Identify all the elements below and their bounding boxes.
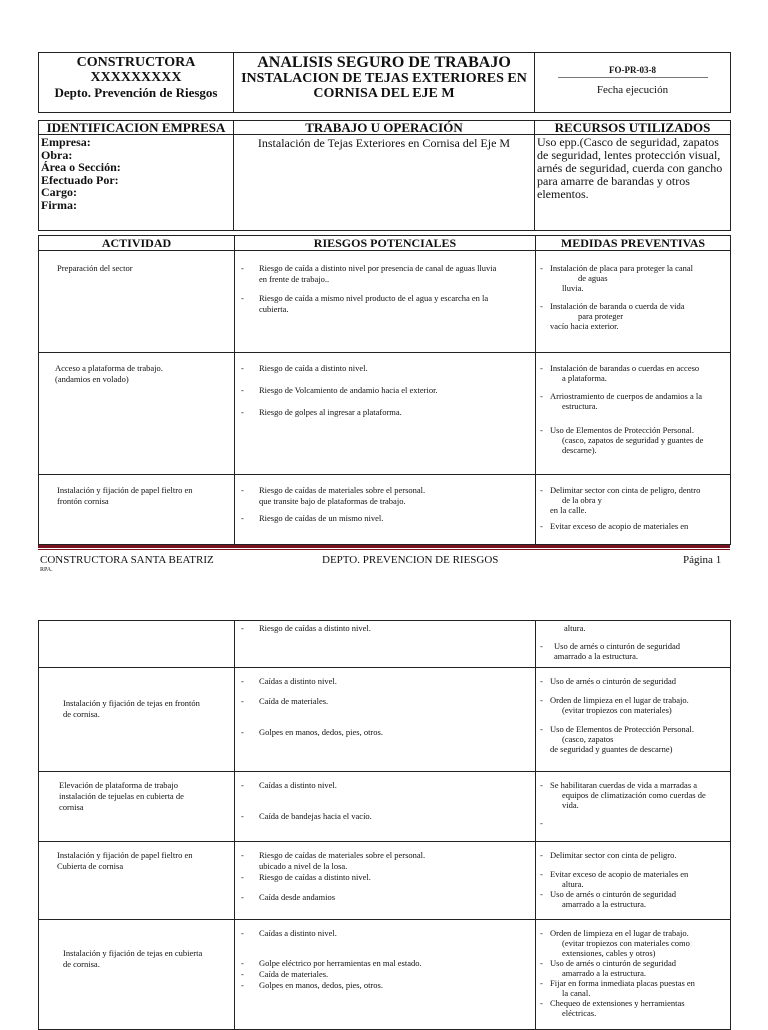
measure-text: Uso de arnés o cinturón de seguridad <box>554 641 681 651</box>
measure-text: para proteger <box>578 311 624 321</box>
risk-item <box>239 928 531 939</box>
risk-item <box>239 385 531 396</box>
risk-item <box>239 485 531 507</box>
recursos-line: elementos. <box>537 187 589 201</box>
measure-text: Uso de arnés o cinturón de seguridad <box>550 958 677 968</box>
company-cell <box>39 53 234 113</box>
footer-rule-thin <box>38 549 730 550</box>
field-area: Área o Sección: <box>41 160 121 174</box>
document-subtitle-line2: CORNISA DEL EJE M <box>313 86 455 101</box>
measure-text: Delimitar sector con cinta de peligro. <box>550 850 677 860</box>
measure-text: amarrado a la estructura. <box>562 899 647 909</box>
company-name: CONSTRUCTORA <box>76 55 196 70</box>
footer-small-text: RPA. <box>40 567 53 573</box>
activity-cell <box>39 668 235 772</box>
risk-text: que transite bajo de plataformas de trabajo. <box>259 496 406 506</box>
risk-item <box>239 676 531 687</box>
measure-text: Evitar exceso de acopio de materiales en <box>550 869 689 879</box>
activity-text: Preparación del sector <box>57 263 133 273</box>
recursos-line: Uso epp.(Casco de seguridad, zapatos <box>537 135 719 149</box>
measure-text: Uso de arnés o cinturón de seguridad <box>550 889 677 899</box>
measure-item <box>540 978 726 998</box>
measure-item <box>540 958 726 978</box>
risks-cell <box>235 920 536 1030</box>
risks-cell <box>235 475 536 545</box>
activity-cell <box>39 920 235 1030</box>
risk-text: Caída de materiales. <box>259 696 329 706</box>
measure-text: a plataforma. <box>562 373 607 383</box>
activity-text: Instalación y fijación de tejas en frontón <box>63 698 200 708</box>
table-row <box>39 353 731 475</box>
measure-item <box>540 521 726 531</box>
riesgos-heading: RIESGOS POTENCIALES <box>235 236 536 251</box>
footer-rule <box>38 545 730 548</box>
risk-text: Caídas a distinto nivel. <box>259 676 337 686</box>
recursos-line: de seguridad, lentes protección visual, <box>537 148 721 162</box>
fecha-ejecucion-label: Fecha ejecución <box>596 84 669 96</box>
measure-item <box>540 641 726 661</box>
field-cargo: Cargo: <box>41 185 77 199</box>
field-efectuado-por: Efectuado Por: <box>41 172 119 187</box>
measure-text: Evitar exceso de acopio de materiales en <box>550 521 689 531</box>
measure-item <box>540 676 726 686</box>
measure-text: (evitar tropiezos con materiales como <box>562 938 690 948</box>
risks-cell <box>235 842 536 920</box>
measure-text: vacío hacia exterior. <box>550 321 619 331</box>
risk-text: Caídas a distinto nivel. <box>259 928 337 938</box>
recursos-line: arnés de seguridad, cuerda con gancho <box>537 161 723 175</box>
measure-text: Instalación de baranda o cuerda de vida <box>550 301 685 311</box>
footer-company: CONSTRUCTORA SANTA BEATRIZ <box>40 554 214 566</box>
measure-text: lluvia. <box>562 283 584 293</box>
activity-text: Acceso a plataforma de trabajo. <box>55 363 163 373</box>
measure-item <box>540 780 726 810</box>
table-row <box>39 475 731 545</box>
activity-text: Instalación y fijación de papel fieltro en <box>57 850 193 860</box>
measure-text: Chequeo de extensiones y herramientas <box>550 998 685 1008</box>
trabajo-heading: TRABAJO U OPERACIÓN <box>234 121 535 135</box>
risk-item <box>239 958 531 969</box>
risk-text: cubierta. <box>259 304 289 314</box>
measure-item <box>540 301 726 331</box>
measure-text: descarne). <box>562 445 597 455</box>
risk-item <box>239 892 531 903</box>
risk-text: Caída de bandejas hacia el vacío. <box>259 811 372 821</box>
measure-text: Instalación de placa para proteger la canal <box>550 263 694 273</box>
risk-item <box>239 980 531 991</box>
measure-item <box>540 695 726 715</box>
risk-item <box>239 850 531 872</box>
risk-text: Caída de materiales. <box>259 969 329 979</box>
measure-text: equipos de climatización como cuerdas de <box>562 790 706 800</box>
risk-item <box>239 969 531 980</box>
measure-text: estructura. <box>562 401 598 411</box>
risk-text: Golpes en manos, dedos, pies, otros. <box>259 980 383 990</box>
activity-text: de cornisa. <box>63 709 100 719</box>
risk-item <box>239 623 531 634</box>
measure-text: amarrado a la estructura. <box>554 651 639 661</box>
document-page-2 <box>0 583 768 1024</box>
field-empresa: Empresa: <box>41 135 91 149</box>
measure-text: Delimitar sector con cinta de peligro, dentro <box>550 485 701 495</box>
recursos-cell <box>535 135 731 231</box>
measure-text: Instalación de barandas o cuerdas en acceso <box>550 363 700 373</box>
measures-cell <box>536 621 731 668</box>
measure-text: vida. <box>562 800 579 810</box>
table-row <box>39 668 731 772</box>
table-row <box>39 772 731 842</box>
measure-item <box>540 889 726 909</box>
activity-cell <box>39 251 235 353</box>
risks-cell <box>235 772 536 842</box>
risk-item <box>239 780 531 791</box>
activity-text: Instalación y fijación de papel fieltro en <box>57 485 193 495</box>
activity-text: frontón cornisa <box>57 496 109 506</box>
risk-text: Riesgo de caídas de materiales sobre el personal. <box>259 850 426 860</box>
risks-cell <box>235 251 536 353</box>
trabajo-text: Instalación de Tejas Exteriores en Cornisa del Eje M <box>257 136 511 150</box>
measure-item <box>540 363 726 383</box>
measure-item <box>540 998 726 1018</box>
risk-text: ubicado a nivel de la losa. <box>259 861 348 871</box>
risk-item <box>239 363 531 374</box>
table-row <box>39 251 731 353</box>
risk-text: Riesgo de caídas de un mismo nivel. <box>259 513 384 523</box>
measures-cell <box>536 920 731 1030</box>
risk-item <box>239 727 531 738</box>
trabajo-cell <box>234 135 535 231</box>
risk-text: Golpe eléctrico por herramientas en mal estado. <box>259 958 422 968</box>
recursos-heading: RECURSOS UTILIZADOS <box>535 121 731 135</box>
measure-item <box>540 850 726 860</box>
measure-item <box>540 263 726 293</box>
risk-item <box>239 513 531 524</box>
field-firma: Firma: <box>41 197 77 212</box>
measures-cell <box>536 251 731 353</box>
header-table <box>38 52 731 231</box>
activity-text: Cubierta de cornisa <box>57 861 124 871</box>
measure-text: Uso de arnés o cinturón de seguridad <box>550 676 677 686</box>
measure-text: Orden de limpieza en el lugar de trabajo. <box>550 928 689 938</box>
measure-text: Uso de Elementos de Protección Personal. <box>550 724 694 734</box>
risks-cell <box>235 668 536 772</box>
field-obra: Obra: <box>41 147 73 162</box>
activity-cell <box>39 772 235 842</box>
activity-text: (andamios en volado) <box>55 374 129 384</box>
measure-text: amarrado a la estructura. <box>562 968 647 978</box>
risk-text: Riesgo de caída a mismo nivel producto de el agua y escarcha en la <box>259 293 489 303</box>
risk-text: Golpes en manos, dedos, pies, otros. <box>259 727 383 737</box>
measure-text: Se habilitaran cuerdas de vida a marradas a <box>550 780 698 790</box>
activity-cell <box>39 353 235 475</box>
activity-text: de cornisa. <box>63 959 100 969</box>
activity-text: cornisa <box>59 802 84 812</box>
company-placeholder: XXXXXXXXX <box>90 70 182 85</box>
code-cell <box>535 53 731 113</box>
measure-text: eléctricas. <box>562 1008 597 1018</box>
table-row <box>39 920 731 1030</box>
risk-text: Riesgo de caídas a distinto nivel. <box>259 872 371 882</box>
activities-table-page1 <box>38 235 731 545</box>
measure-item <box>540 485 726 515</box>
identificacion-fields <box>39 135 234 231</box>
risks-cell <box>235 621 536 668</box>
risk-text: Riesgo de Volcamiento de andamio hacia el exterior. <box>259 385 438 395</box>
risks-cell <box>235 353 536 475</box>
measure-text: de seguridad y guantes de descarne) <box>550 744 673 754</box>
measure-text: extensiones, cables y otros) <box>562 948 656 958</box>
measure-text: Orden de limpieza en el lugar de trabajo. <box>550 695 689 705</box>
title-cell <box>234 53 535 113</box>
activity-cell <box>39 475 235 545</box>
measure-text: (evitar tropiezos con materiales) <box>562 705 672 715</box>
activity-text: instalación de tejuelas en cubierta de <box>59 791 184 801</box>
recursos-line: para amarre de barandas y otros <box>537 174 690 188</box>
risk-text: Caídas a distinto nivel. <box>259 780 337 790</box>
activity-text: Elevación de plataforma de trabajo <box>59 780 178 790</box>
risk-text: Riesgo de caída a distinto nivel. <box>259 363 368 373</box>
risk-item <box>239 263 531 285</box>
activity-cell <box>39 842 235 920</box>
measure-text: la canal. <box>562 988 591 998</box>
document-title: ANALISIS SEGURO DE TRABAJO <box>257 54 511 71</box>
table-row <box>39 621 731 668</box>
measure-item <box>540 391 726 411</box>
measure-text: de aguas <box>578 273 608 283</box>
measure-text: altura. <box>564 623 586 633</box>
measures-cell <box>536 475 731 545</box>
risk-text: en frente de trabajo.. <box>259 274 330 284</box>
footer-department: DEPTO. PREVENCION DE RIESGOS <box>322 554 499 566</box>
document-code: FO-PR-03-8 <box>609 65 656 75</box>
risk-item <box>239 872 531 883</box>
risk-item <box>239 696 531 707</box>
risk-item <box>239 407 531 418</box>
risk-text: Riesgo de golpes al ingresar a plataforma. <box>259 407 402 417</box>
measures-cell <box>536 842 731 920</box>
measures-cell <box>536 772 731 842</box>
measure-item <box>540 425 726 455</box>
measure-text: Fijar en forma inmediata placas puestas en <box>550 978 695 988</box>
medidas-heading: MEDIDAS PREVENTIVAS <box>536 236 731 251</box>
table-row <box>39 842 731 920</box>
measures-cell <box>536 668 731 772</box>
measure-text: de la obra y <box>562 495 602 505</box>
risk-item <box>239 811 531 822</box>
measure-text: altura. <box>562 879 584 889</box>
footer-page-number: Página 1 <box>683 554 722 566</box>
measure-item <box>540 724 726 754</box>
measure-item <box>540 928 726 958</box>
measures-cell <box>536 353 731 475</box>
measure-text: en la calle. <box>550 505 587 515</box>
risk-item <box>239 293 531 315</box>
department-name: Depto. Prevención de Riesgos <box>54 85 218 100</box>
measure-item <box>540 869 726 889</box>
measure-text: (casco, zapatos <box>562 734 614 744</box>
document-subtitle-line1: INSTALACION DE TEJAS EXTERIORES EN <box>241 71 527 86</box>
measure-text: (casco, zapatos de seguridad y guantes de <box>562 435 704 445</box>
identificacion-heading: IDENTIFICACION EMPRESA <box>39 121 234 135</box>
actividad-heading: ACTIVIDAD <box>39 236 235 251</box>
activity-cell <box>39 621 235 668</box>
activity-text: Instalación y fijación de tejas en cubierta <box>63 948 203 958</box>
measure-text: Arriostramiento de cuerpos de andamios a la <box>550 391 703 401</box>
risk-text: Riesgo de caída a distinto nivel por presencia de canal de aguas lluvia <box>259 263 497 273</box>
activities-table-page2 <box>38 620 731 1030</box>
risk-text: Caída desde andamios <box>259 892 336 902</box>
measure-text: Uso de Elementos de Protección Personal. <box>550 425 694 435</box>
risk-text: Riesgo de caídas de materiales sobre el personal. <box>259 485 426 495</box>
risk-text: Riesgo de caídas a distinto nivel. <box>259 623 371 633</box>
